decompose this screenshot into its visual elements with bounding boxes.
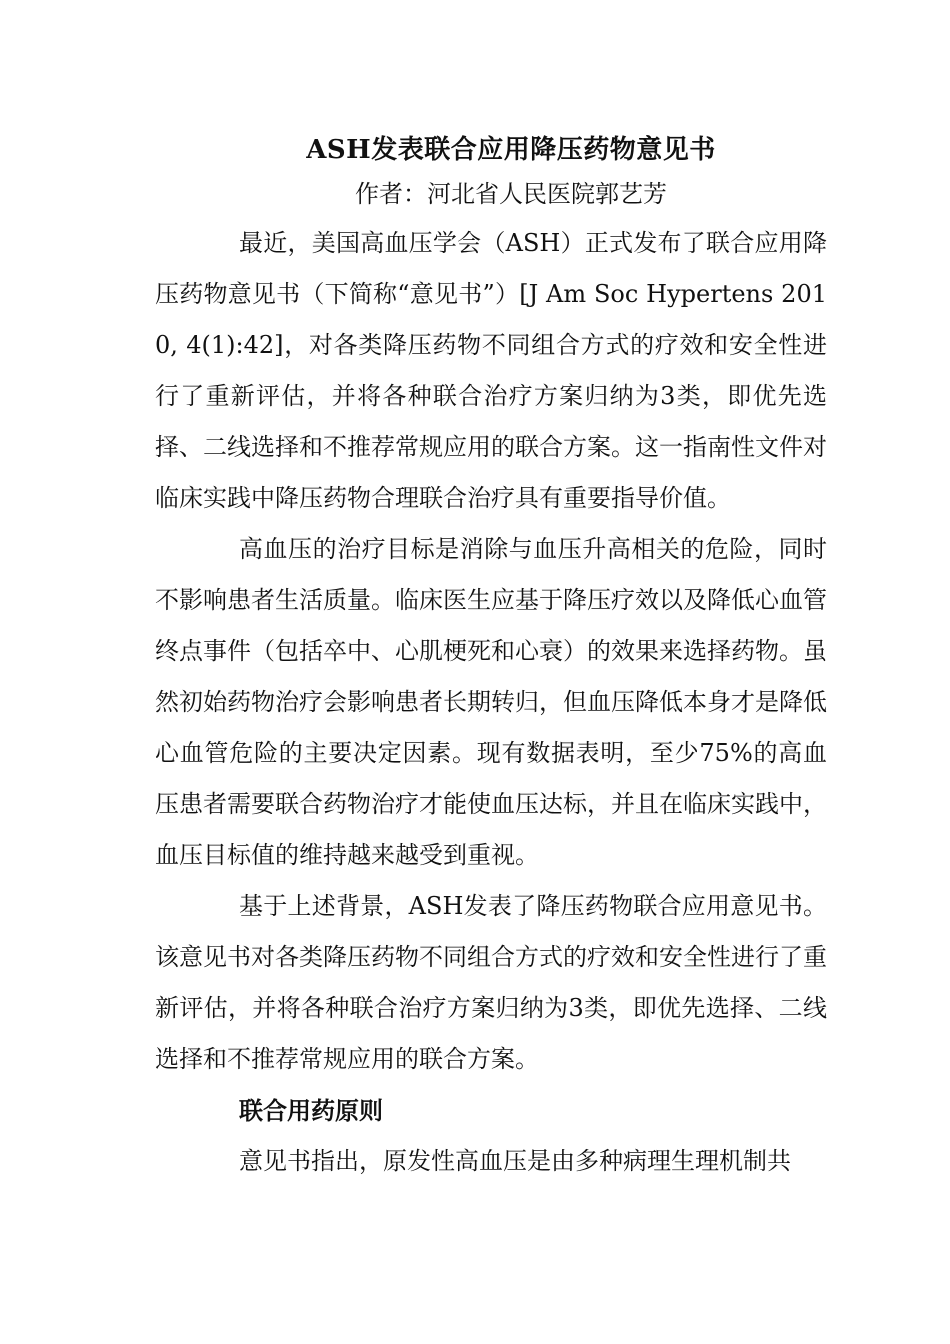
section-heading: 联合用药原则 [239,1096,383,1125]
paragraph-background: 基于上述背景，ASH发表了降压药物联合应用意见书。该意见书对各类降压药物不同组合方式的疗效和安全性进行了重新评估，并将各种联合治疗方案归纳为3类，即优先选择、二线选择和不推荐常规应用的联合方案。 [155,892,827,1073]
document-title: ASH发表联合应用降压药物意见书 [306,135,716,165]
paragraph-intro: 最近，美国高血压学会（ASH）正式发布了联合应用降压药物意见书（下简称“意见书”）[J Am Soc Hypertens 2010, 4(1):42]，对各类降压药物不同组合方式的疗效和安全性进行了重新评估，并将各种联合治疗方案归纳为3类，即优先选择、二线选择和不推荐常规应用的联合方案。这一指南性文件对临床实践中降压药物合理联合治疗具有重要指导价值。 [155,229,827,512]
paragraph-section-start: 意见书指出，原发性高血压是由多种病理生理机制共 [239,1147,791,1175]
paragraph-treatment-goal: 高血压的治疗目标是消除与血压升高相关的危险，同时不影响患者生活质量。临床医生应基于降压疗效以及降低心血管终点事件（包括卒中、心肌梗死和心衰）的效果来选择药物。虽然初始药物治疗会影响患者长期转归，但血压降低本身才是降低心血管危险的主要决定因素。现有数据表明，至少75%的高血压患者需要联合药物治疗才能使血压达标，并且在临床实践中，血压目标值的维持越来越受到重视。 [155,535,827,869]
document-page [155,130,827,1187]
document-author: 作者：河北省人民医院郭艺芳 [355,180,667,208]
